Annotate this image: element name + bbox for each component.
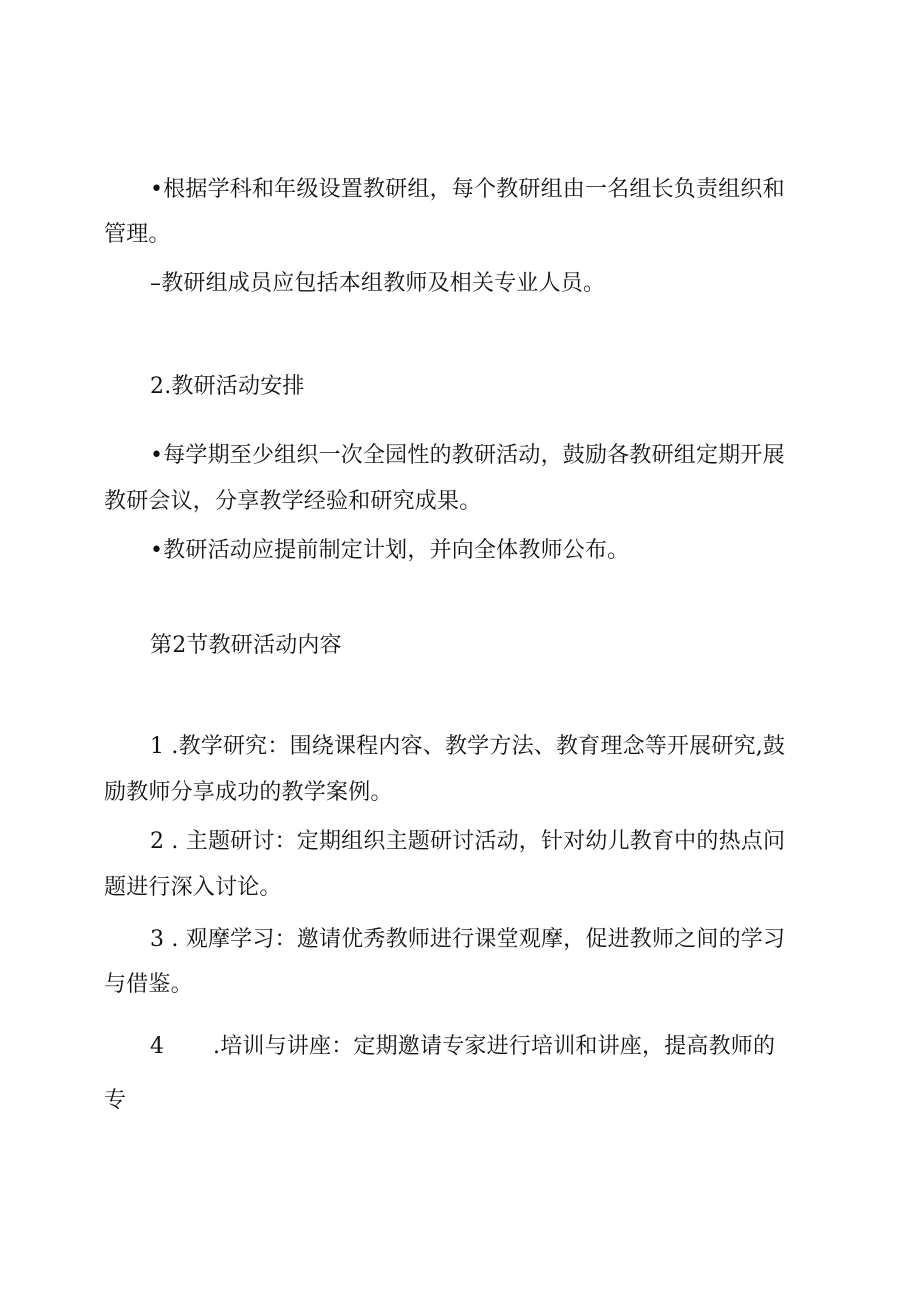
item-2-line-1: 2 . 主题研讨：定期组织主题研讨活动，针对幼儿教育中的热点问 — [150, 829, 786, 854]
item-1-line-2: 励教师分享成功的教学案例。 — [104, 780, 393, 805]
bullet-group-setup-line-2: 管理。 — [104, 222, 171, 247]
bullet-semester-activity-line-2: 教研会议，分享教学经验和研究成果。 — [104, 489, 482, 514]
item-1-line-1: 1 .教学研究：围绕课程内容、教学方法、教育理念等开展研究,鼓 — [150, 734, 786, 759]
bullet-group-setup-line-1: •根据学科和年级设置教研组，每个教研组由一名组长负责组织和 — [150, 177, 785, 202]
item-2-line-2: 题进行深入讨论。 — [104, 875, 282, 900]
bullet-plan-in-advance-line: •教研活动应提前制定计划，并向全体教师公布。 — [150, 538, 630, 563]
item-3-line-2: 与借鉴。 — [104, 972, 193, 997]
section-heading: 第2节教研活动内容 — [150, 633, 342, 658]
item-3-line-1: 3 . 观摩学习：邀请优秀教师进行课堂观摩，促进教师之间的学习 — [150, 927, 786, 952]
bullet-group-members-line: –教研组成员应包括本组教师及相关专业人员。 — [150, 271, 606, 296]
heading-activity-arrangement: 2.教研活动安排 — [150, 374, 305, 399]
item-4-line-2: 专 — [104, 1088, 127, 1113]
item-4-number: 4 — [150, 1034, 165, 1059]
item-4-line-1: .培训与讲座：定期邀请专家进行培训和讲座，提高教师的 — [213, 1034, 776, 1059]
bullet-semester-activity-line-1: •每学期至少组织一次全园性的教研活动，鼓励各教研组定期开展 — [150, 443, 785, 468]
